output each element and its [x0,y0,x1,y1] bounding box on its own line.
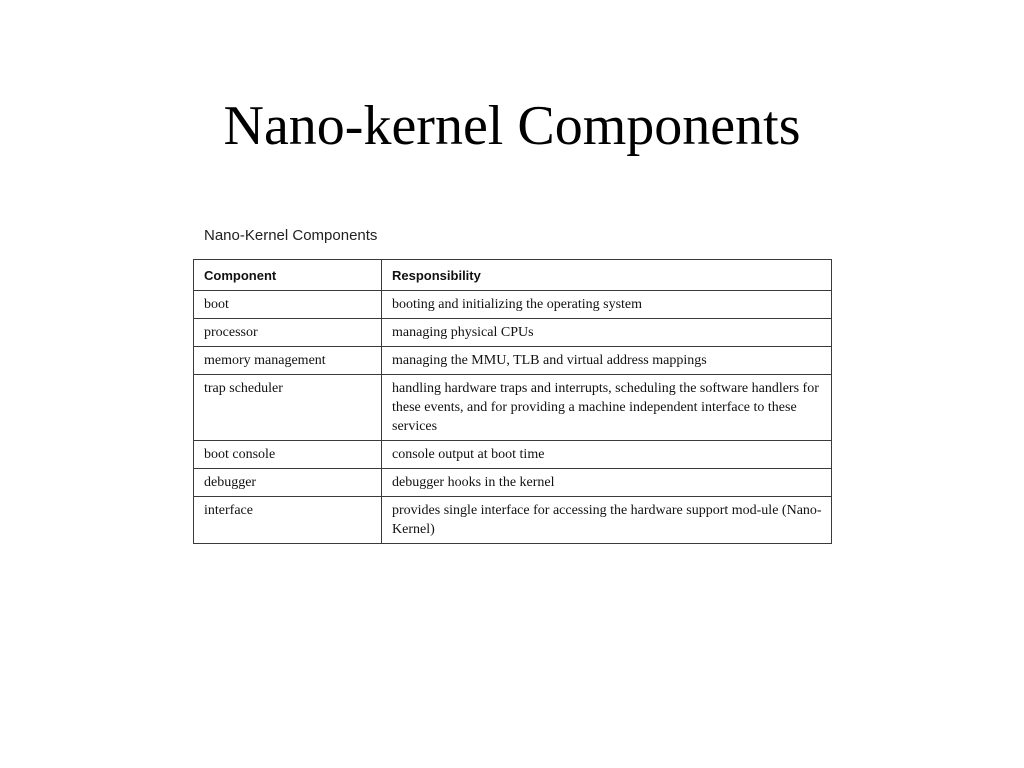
table-row [194,375,832,441]
responsibility-cell: booting and initializing the operating system [382,291,832,319]
slide-title: Nano-kernel Components [223,95,801,157]
responsibility-cell: console output at boot time [382,441,832,469]
component-cell: trap scheduler [194,375,382,441]
responsibility-cell: managing the MMU, TLB and virtual address mappings [382,347,832,375]
column-header-component: Component [194,260,382,291]
table-row [194,347,832,375]
table-row [194,469,832,497]
column-header-responsibility: Responsibility [382,260,832,291]
responsibility-cell: managing physical CPUs [382,319,832,347]
component-cell: processor [194,319,382,347]
component-cell: boot [194,291,382,319]
table-caption: Nano-Kernel Components [204,227,378,244]
component-cell: debugger [194,469,382,497]
responsibility-cell: handling hardware traps and interrupts, scheduling the software handlers for these events, and for providing a machine independent interface to these services [382,375,832,441]
component-cell: boot console [194,441,382,469]
component-cell: memory management [194,347,382,375]
components-table [193,259,832,544]
responsibility-cell: debugger hooks in the kernel [382,469,832,497]
component-cell: interface [194,497,382,544]
table-row [194,319,832,347]
table-row [194,497,832,544]
table-row [194,441,832,469]
table-row [194,291,832,319]
table-header-row [194,260,832,291]
responsibility-cell: provides single interface for accessing the hardware support mod-ule (Nano-Kernel) [382,497,832,544]
